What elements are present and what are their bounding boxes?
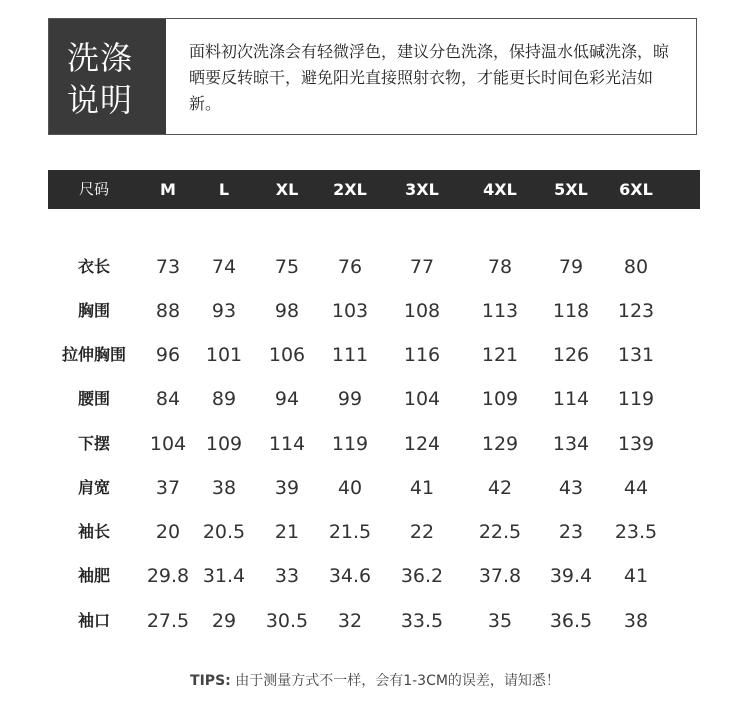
table-cell: 114	[552, 388, 590, 410]
table-cell: 32	[337, 610, 363, 632]
table-row	[0, 512, 750, 552]
table-cell: 38	[623, 610, 649, 632]
table-cell: 119	[617, 388, 655, 410]
table-cell: 74	[211, 256, 237, 278]
table-cell: 96	[155, 344, 181, 366]
table-cell: 80	[623, 256, 649, 278]
table-cell: 88	[155, 300, 181, 322]
table-cell: 20	[155, 521, 181, 543]
table-cell: 37	[155, 477, 181, 499]
care-description: 面料初次洗涤会有轻微浮色，建议分色洗涤，保持温水低碱洗涤，晾晒要反转晾干，避免阳光直接照射衣物，才能更长时间色彩光洁如新。	[189, 42, 670, 113]
header-size-2xl: 2XL	[333, 180, 367, 199]
row-label: 袖肥	[77, 566, 111, 585]
header-size-6xl: 6XL	[619, 180, 653, 199]
table-cell: 22	[409, 521, 435, 543]
table-cell: 36.2	[400, 565, 444, 587]
table-cell: 111	[331, 344, 369, 366]
header-size-m: M	[160, 180, 176, 199]
table-cell: 41	[409, 477, 435, 499]
row-label: 衣长	[77, 257, 111, 276]
table-row	[0, 247, 750, 287]
table-cell: 104	[149, 433, 187, 455]
table-cell: 34.6	[328, 565, 372, 587]
tips-prefix: TIPS:	[190, 673, 231, 689]
table-cell: 126	[552, 344, 590, 366]
table-cell: 134	[552, 433, 590, 455]
table-cell: 124	[403, 433, 441, 455]
table-cell: 94	[274, 388, 300, 410]
header-size-5xl: 5XL	[554, 180, 588, 199]
table-cell: 33.5	[400, 610, 444, 632]
table-cell: 20.5	[202, 521, 246, 543]
table-cell: 41	[623, 565, 649, 587]
tips-note	[0, 670, 750, 690]
table-cell: 104	[403, 388, 441, 410]
table-row	[0, 556, 750, 596]
table-cell: 123	[617, 300, 655, 322]
table-cell: 89	[211, 388, 237, 410]
table-cell: 39.4	[549, 565, 593, 587]
table-cell: 116	[403, 344, 441, 366]
table-cell: 101	[205, 344, 243, 366]
header-size-label: 尺码	[78, 180, 110, 198]
table-cell: 73	[155, 256, 181, 278]
table-cell: 21.5	[328, 521, 372, 543]
table-cell: 31.4	[202, 565, 246, 587]
table-cell: 99	[337, 388, 363, 410]
table-cell: 77	[409, 256, 435, 278]
table-cell: 84	[155, 388, 181, 410]
row-label: 袖口	[77, 611, 111, 630]
row-label: 拉伸胸围	[61, 345, 127, 364]
table-cell: 42	[487, 477, 513, 499]
table-row	[0, 379, 750, 419]
table-cell: 37.8	[478, 565, 522, 587]
care-title-line2: 说明	[67, 81, 134, 119]
header-size-4xl: 4XL	[483, 180, 517, 199]
header-size-3xl: 3XL	[405, 180, 439, 199]
table-cell: 23	[558, 521, 584, 543]
row-label: 胸围	[77, 301, 111, 320]
table-cell: 139	[617, 433, 655, 455]
tips-text: 由于测量方式不一样，会有1-3CM的误差，请知悉！	[235, 673, 560, 689]
table-cell: 29.8	[146, 565, 190, 587]
table-row	[0, 291, 750, 331]
table-cell: 21	[274, 521, 300, 543]
table-cell: 43	[558, 477, 584, 499]
table-cell: 44	[623, 477, 649, 499]
table-cell: 76	[337, 256, 363, 278]
table-cell: 103	[331, 300, 369, 322]
row-label: 袖长	[77, 522, 111, 541]
table-cell: 23.5	[614, 521, 658, 543]
table-cell: 33	[274, 565, 300, 587]
table-cell: 78	[487, 256, 513, 278]
care-title-line1: 洗涤	[67, 39, 134, 77]
table-cell: 119	[331, 433, 369, 455]
table-cell: 109	[205, 433, 243, 455]
table-cell: 30.5	[265, 610, 309, 632]
table-cell: 39	[274, 477, 300, 499]
table-cell: 75	[274, 256, 300, 278]
row-label: 腰围	[77, 389, 111, 408]
table-cell: 113	[481, 300, 519, 322]
table-cell: 106	[268, 344, 306, 366]
table-cell: 98	[274, 300, 300, 322]
table-cell: 93	[211, 300, 237, 322]
table-cell: 109	[481, 388, 519, 410]
table-row	[0, 468, 750, 508]
table-cell: 121	[481, 344, 519, 366]
row-label: 下摆	[77, 434, 111, 453]
table-cell: 38	[211, 477, 237, 499]
row-label: 肩宽	[77, 478, 111, 497]
table-cell: 118	[552, 300, 590, 322]
table-cell: 36.5	[549, 610, 593, 632]
table-cell: 35	[487, 610, 513, 632]
header-size-xl: XL	[275, 180, 299, 199]
table-cell: 27.5	[146, 610, 190, 632]
table-cell: 129	[481, 433, 519, 455]
table-cell: 108	[403, 300, 441, 322]
table-cell: 79	[558, 256, 584, 278]
table-row	[0, 424, 750, 464]
table-row	[0, 335, 750, 375]
table-cell: 22.5	[478, 521, 522, 543]
table-cell: 29	[211, 610, 237, 632]
header-size-l: L	[218, 180, 230, 199]
care-title-block	[49, 19, 166, 134]
size-table-header	[48, 170, 700, 209]
table-cell: 131	[617, 344, 655, 366]
care-instructions-box	[48, 18, 697, 135]
table-row	[0, 601, 750, 641]
table-cell: 114	[268, 433, 306, 455]
table-cell: 40	[337, 477, 363, 499]
